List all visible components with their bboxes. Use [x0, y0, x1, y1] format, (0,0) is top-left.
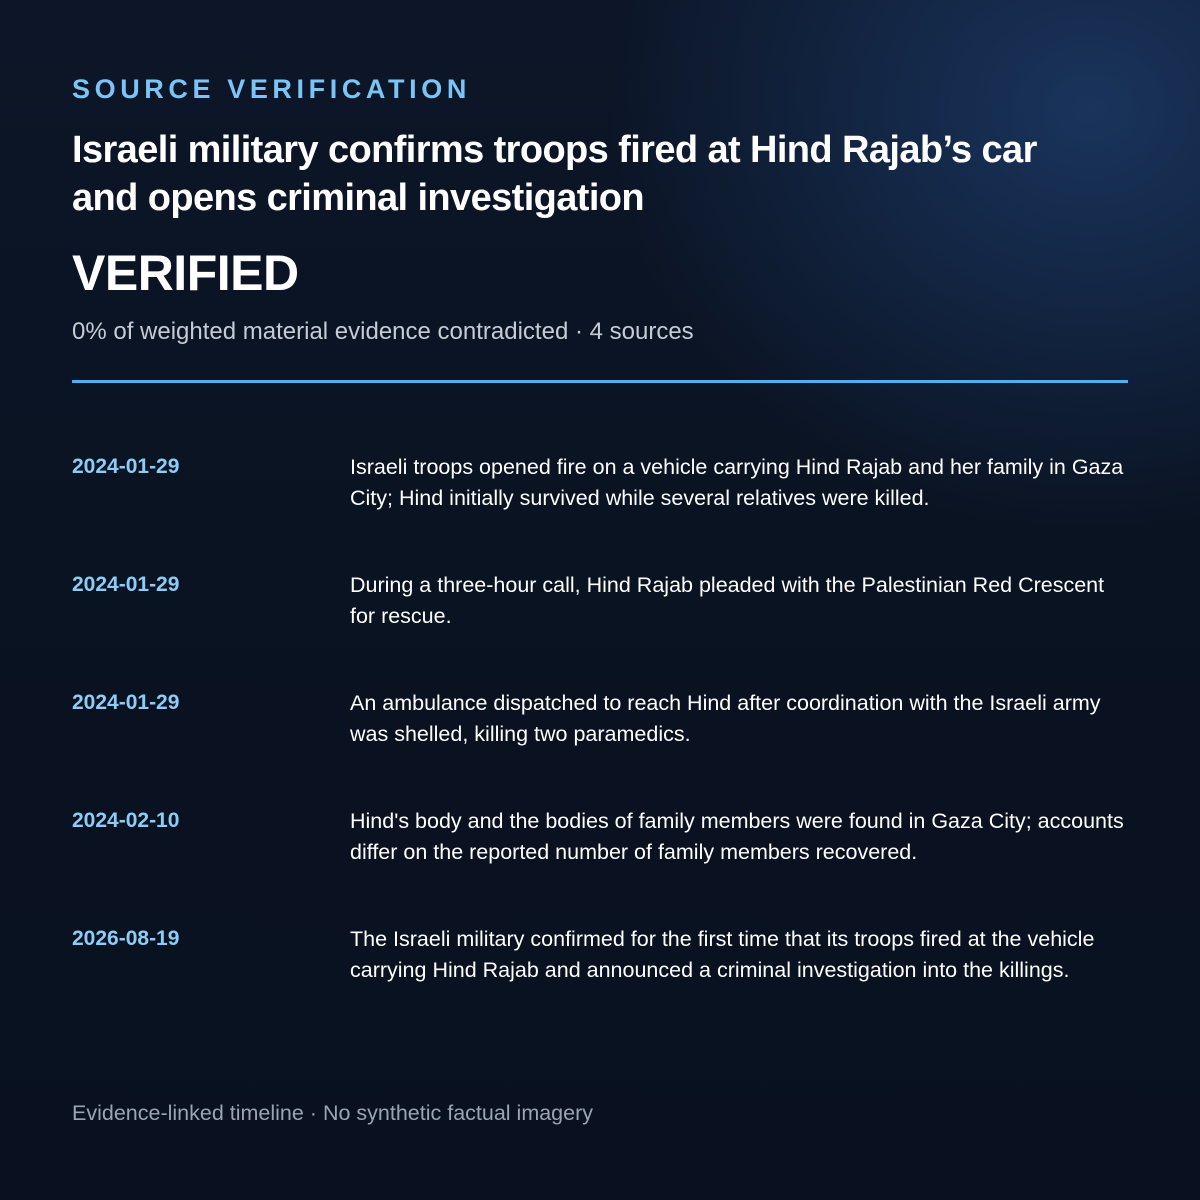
event-description: The Israeli military confirmed for the first time that its troops fired at the vehicle carrying Hind Rajab and announced a criminal investigation into the killings.	[350, 927, 1095, 982]
event-description: An ambulance dispatched to reach Hind after coordination with the Israeli army was shelled, killing two paramedics.	[350, 691, 1101, 746]
verdict-label: VERIFIED	[72, 245, 299, 301]
timeline-event	[72, 806, 1128, 924]
event-date: 2024-01-29	[72, 573, 180, 596]
event-date: 2024-01-29	[72, 691, 180, 714]
event-date: 2024-01-29	[72, 455, 180, 478]
headline: Israeli military confirms troops fired at Hind Rajab’s car and opens criminal investigation	[72, 129, 1037, 219]
event-date: 2026-08-19	[72, 927, 180, 950]
timeline-event	[72, 688, 1128, 806]
footer-note: Evidence-linked timeline · No synthetic factual imagery	[72, 1101, 594, 1125]
evidence-summary: 0% of weighted material evidence contradicted · 4 sources	[72, 318, 694, 345]
timeline-event	[72, 924, 1128, 1074]
timeline-event	[72, 570, 1128, 688]
timeline-event	[72, 452, 1128, 570]
verification-card	[72, 0, 1128, 1200]
event-description: Israeli troops opened fire on a vehicle carrying Hind Rajab and her family in Gaza City; Hind initially survived while several relatives were killed.	[350, 455, 1124, 510]
event-date: 2024-02-10	[72, 809, 180, 832]
timeline	[72, 452, 1128, 1074]
event-description: Hind's body and the bodies of family members were found in Gaza City; accounts differ on the reported number of family members recovered.	[350, 809, 1124, 864]
event-description: During a three-hour call, Hind Rajab pleaded with the Palestinian Red Crescent for rescue.	[350, 573, 1105, 628]
section-eyebrow: SOURCE VERIFICATION	[72, 74, 471, 104]
divider	[72, 380, 1128, 383]
